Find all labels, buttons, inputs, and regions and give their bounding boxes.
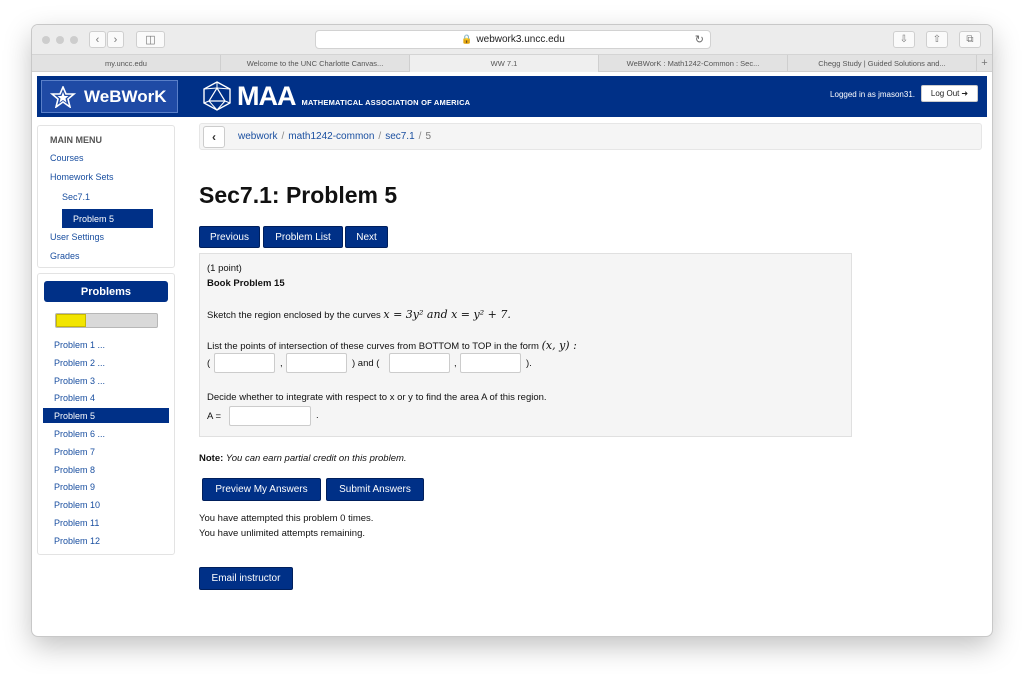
sidebar-toggle-icon[interactable]: ◫ bbox=[136, 31, 165, 48]
next-button[interactable]: Next bbox=[345, 226, 388, 248]
crumb-sep: / bbox=[378, 131, 382, 142]
menu-set-sec71[interactable]: Sec7.1 bbox=[62, 192, 91, 202]
crumb-set[interactable]: sec7.1 bbox=[385, 131, 415, 142]
logout-icon: ➜ bbox=[961, 89, 969, 98]
webwork-header bbox=[37, 76, 987, 117]
comma-2: , bbox=[454, 358, 457, 369]
problems-panel bbox=[37, 273, 175, 555]
remaining-text: You have unlimited attempts remaining. bbox=[199, 528, 365, 539]
crumb-sep: / bbox=[418, 131, 422, 142]
menu-homework-sets[interactable]: Homework Sets bbox=[50, 172, 114, 182]
problem-list-item[interactable]: Problem 10 bbox=[54, 500, 101, 510]
breadcrumb-back-button[interactable]: ‹ bbox=[203, 126, 225, 148]
page-title: Sec7.1: Problem 5 bbox=[199, 182, 398, 208]
maa-logo bbox=[201, 80, 470, 112]
preview-answers-button[interactable]: Preview My Answers bbox=[202, 478, 321, 501]
back-nav-icon[interactable]: ‹ bbox=[89, 31, 106, 48]
decide-instruction: Decide whether to integrate with respect to x or y to find the area A of this region. bbox=[207, 392, 547, 403]
maa-icosahedron-icon bbox=[201, 80, 233, 112]
problem-list-item[interactable]: Problem 3 ... bbox=[54, 376, 106, 386]
problem-list-item[interactable]: Problem 12 bbox=[54, 536, 101, 546]
problem-list-item[interactable]: Problem 4 bbox=[54, 393, 96, 403]
tab-canvas[interactable]: Welcome to the UNC Charlotte Canvas... bbox=[221, 55, 410, 72]
previous-button[interactable]: Previous bbox=[199, 226, 260, 248]
point2-y-input[interactable] bbox=[460, 353, 521, 373]
breadcrumb-trail bbox=[238, 131, 431, 142]
problem-list-button[interactable]: Problem List bbox=[263, 226, 343, 248]
tab-chegg[interactable]: Chegg Study | Guided Solutions and... bbox=[788, 55, 977, 72]
crumb-webwork[interactable]: webwork bbox=[238, 131, 278, 142]
problem-list-item[interactable]: Problem 2 ... bbox=[54, 358, 106, 368]
webwork-star-icon bbox=[50, 86, 76, 108]
menu-user-settings[interactable]: User Settings bbox=[50, 232, 105, 242]
problem-list-item[interactable]: Problem 8 bbox=[54, 465, 96, 475]
download-icon[interactable]: ⇩ bbox=[893, 31, 915, 48]
maa-subtitle: MATHEMATICAL ASSOCIATION OF AMERICA bbox=[301, 97, 471, 107]
partial-credit-note bbox=[199, 453, 407, 464]
attempts-text: You have attempted this problem 0 times. bbox=[199, 513, 374, 524]
sketch-instruction bbox=[207, 308, 511, 321]
point1-y-input[interactable] bbox=[286, 353, 347, 373]
tab-ww71[interactable]: WW 7.1 bbox=[410, 55, 599, 72]
point1-x-input[interactable] bbox=[214, 353, 275, 373]
problem-list-item[interactable]: Problem 1 ... bbox=[54, 340, 106, 350]
open-paren-1: ( bbox=[207, 358, 211, 369]
problem-list-item[interactable]: Problem 5 bbox=[43, 408, 169, 423]
area-input[interactable] bbox=[229, 406, 311, 426]
reload-icon[interactable]: ↻ bbox=[694, 34, 704, 46]
zoom-dot[interactable] bbox=[70, 36, 78, 44]
list-prefix: List the points of intersection of these curves from BOTTOM to TOP in the form bbox=[207, 341, 542, 352]
address-bar[interactable] bbox=[315, 30, 711, 49]
menu-grades[interactable]: Grades bbox=[50, 251, 80, 261]
close-dot[interactable] bbox=[42, 36, 50, 44]
tab-webwork[interactable]: WeBWorK : Math1242-Common : Sec... bbox=[599, 55, 788, 72]
problem-list-item[interactable]: Problem 7 bbox=[54, 447, 96, 457]
tab-strip bbox=[32, 55, 992, 72]
breadcrumb bbox=[199, 123, 982, 150]
progress-fill bbox=[56, 314, 86, 327]
area-period: . bbox=[316, 410, 319, 421]
crumb-sep: / bbox=[281, 131, 285, 142]
points-text: (1 point) bbox=[207, 263, 242, 274]
logout-label: Log Out bbox=[930, 89, 960, 98]
crumb-course[interactable]: math1242-common bbox=[288, 131, 375, 142]
crumb-problem: 5 bbox=[425, 131, 431, 142]
menu-problem-5[interactable]: Problem 5 bbox=[62, 209, 153, 228]
lock-icon: 🔒 bbox=[461, 34, 473, 44]
curves-math: x = 3y² and x = y² + 7. bbox=[383, 308, 511, 321]
problem-list-item[interactable]: Problem 11 bbox=[54, 518, 100, 528]
maa-title: MAA bbox=[237, 80, 296, 111]
sketch-prefix: Sketch the region enclosed by the curves bbox=[207, 310, 384, 321]
problem-body bbox=[199, 253, 852, 437]
form-math: (x, y) : bbox=[541, 339, 577, 352]
webwork-logo[interactable] bbox=[41, 80, 178, 113]
area-label: A = bbox=[207, 411, 221, 422]
main-menu bbox=[37, 125, 175, 268]
tab-my-uncc[interactable]: my.uncc.edu bbox=[32, 55, 221, 72]
note-label: Note: bbox=[199, 453, 224, 464]
intersection-instruction bbox=[207, 339, 577, 352]
url-text: webwork3.uncc.edu bbox=[476, 34, 565, 45]
new-tab-icon[interactable]: + bbox=[981, 57, 988, 69]
point2-x-input[interactable] bbox=[389, 353, 450, 373]
webwork-logo-text: WeBWorK bbox=[84, 86, 167, 106]
progress-bar bbox=[55, 313, 158, 328]
close-paren-2: ). bbox=[526, 358, 532, 369]
logout-button[interactable] bbox=[921, 85, 978, 102]
problems-header: Problems bbox=[44, 281, 168, 302]
problem-list-item[interactable]: Problem 9 bbox=[54, 482, 96, 492]
minimize-dot[interactable] bbox=[56, 36, 64, 44]
and-text: ) and ( bbox=[352, 358, 380, 369]
logged-in-text: Logged in as jmason31. bbox=[830, 90, 915, 99]
submit-answers-button[interactable]: Submit Answers bbox=[326, 478, 424, 501]
tabs-overview-icon[interactable]: ⧉ bbox=[959, 31, 981, 48]
forward-nav-icon[interactable]: › bbox=[107, 31, 124, 48]
share-icon[interactable]: ⇧ bbox=[926, 31, 948, 48]
titlebar bbox=[32, 25, 992, 55]
problem-list-item[interactable]: Problem 6 ... bbox=[54, 429, 106, 439]
main-menu-title: MAIN MENU bbox=[50, 135, 102, 145]
comma-1: , bbox=[280, 358, 283, 369]
email-instructor-button[interactable]: Email instructor bbox=[199, 567, 293, 590]
browser-window bbox=[32, 25, 992, 636]
book-problem-text: Book Problem 15 bbox=[207, 278, 285, 289]
menu-courses[interactable]: Courses bbox=[50, 153, 84, 163]
note-text: You can earn partial credit on this problem. bbox=[225, 453, 407, 464]
